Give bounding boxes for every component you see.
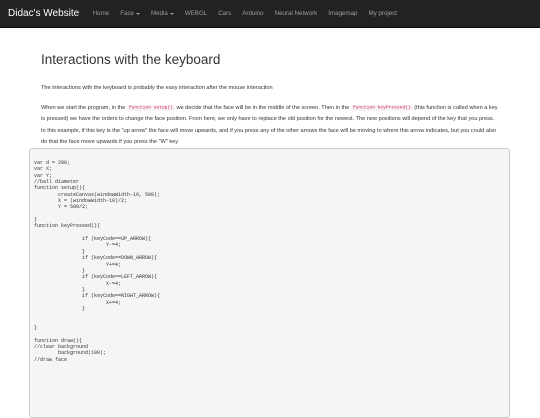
description-text-1: When we start the program, in the [41,104,127,111]
code-line: } [34,267,86,274]
code-line: if (keyCode==RIGHT_ARROW){ [34,293,161,300]
code-line: //clear background [34,343,89,350]
nav-item-label: Home [92,10,110,17]
nav-item-my-project[interactable] [363,10,403,17]
code-line: background(100); [34,350,107,357]
code-line: var Y; [34,172,53,179]
nav-item-cars[interactable] [213,10,237,17]
code-line: X = (windowWidth-10)/2; [34,198,128,205]
code-line: } [34,286,86,293]
code-line: } [34,305,86,312]
nav-item-label: Cars [218,10,232,17]
nav-item-face[interactable] [115,10,146,17]
code-line: var d = 200; [34,160,71,166]
code-line: Y+=4; [34,261,122,268]
code-line: if (keyCode==DOWN_ARROW){ [34,255,158,262]
description-text-3: (this function is called when a key is pressed) we have the orders to change the face position. From here, we only have to replace the old position for the newest. The new positions will depend of the key that you press. In this example, if this key is the "up arrow" the face will move upwards, and if you press any of the other arrows the face will be moving to where this arrow indicates, but you could also do that the face move upwards if you press the "W" key [41,104,498,145]
nav-item-label: My project [368,10,398,17]
navbar [0,0,540,28]
code-text [30,149,509,363]
nav-item-arduino[interactable] [237,10,269,17]
main-content [41,40,499,149]
code-line: X+=4; [34,299,122,306]
code-line: } [34,248,86,255]
nav-item-label: Face [120,10,134,17]
code-line: var X; [34,166,53,173]
inline-code-setup: function setup() [128,105,173,111]
code-line: X-=4; [34,280,122,287]
code-line: function draw(){ [34,337,83,344]
nav-item-label: Arduino [242,10,264,17]
caret-down-icon [136,13,140,15]
caret-down-icon [170,13,174,15]
nav-item-label: Neural Network [274,10,318,17]
nav-menu [87,10,402,17]
intro-paragraph: The interactions with the keyboard is probably the easy interaction after the mouse interaction [41,85,273,91]
code-line: Y = 500/2; [34,204,89,211]
page-title: Interactions with the keyboard [41,52,221,67]
code-line: function setup(){ [34,185,86,192]
code-line: if (keyCode==LEFT_ARROW){ [34,274,158,281]
code-block[interactable] [29,148,510,418]
nav-item-label: Media [150,10,168,17]
nav-item-label: WEBGL [184,10,208,17]
inline-code-keypressed: function keyPressed() [352,105,411,111]
nav-item-neural-network[interactable] [269,10,323,17]
code-line: function keyPressed(){ [34,223,101,230]
nav-item-label: Imagemap [328,10,358,17]
description-paragraph [41,103,499,149]
nav-item-home[interactable] [87,10,115,17]
site-brand[interactable]: Didac's Website [8,8,80,19]
code-line: //draw face [34,356,68,363]
code-line: //ball diameter [34,179,80,186]
nav-item-webgl[interactable] [179,10,212,17]
code-line: } [34,324,38,331]
nav-item-imagemap[interactable] [323,10,363,17]
code-line: Y-=4; [34,242,122,249]
nav-item-media[interactable] [145,10,179,17]
code-line: } [34,217,38,224]
code-line: if (keyCode==UP_ARROW){ [34,236,152,243]
description-text-2: we decide that the face will be in the middle of the screen. Then in the [174,104,351,111]
code-line: createCanvas(windowWidth-10, 500); [34,191,161,198]
